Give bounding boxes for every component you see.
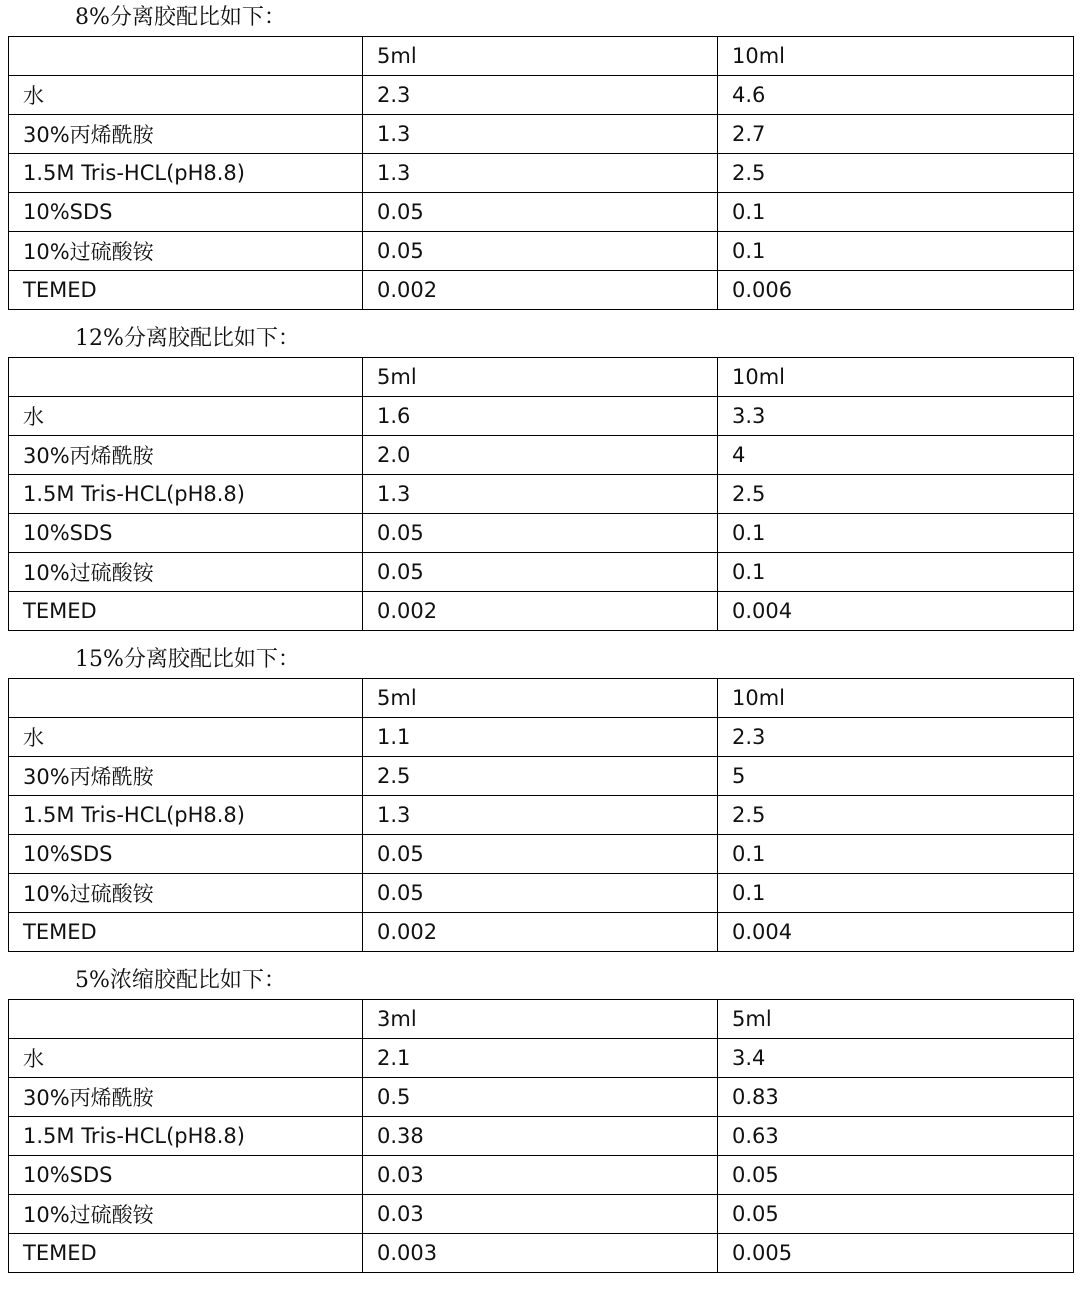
table-row (9, 553, 1074, 592)
value-cell: 2.3 (718, 718, 1074, 757)
recipe-table (8, 678, 1074, 952)
reagent-cell: 水 (9, 397, 363, 436)
value-cell: 2.5 (718, 154, 1074, 193)
value-cell: 0.003 (363, 1234, 718, 1273)
reagent-cell: 10%SDS (9, 1156, 363, 1195)
recipe-table (8, 999, 1074, 1273)
value-cell: 0.002 (363, 271, 718, 310)
value-cell: 0.004 (718, 592, 1074, 631)
value-cell: 1.1 (363, 718, 718, 757)
header-cell-volume-1: 5ml (363, 37, 718, 76)
reagent-cell: 10%过硫酸铵 (9, 553, 363, 592)
table-row (9, 592, 1074, 631)
table-row (9, 1234, 1074, 1273)
table-row (9, 475, 1074, 514)
value-cell: 2.1 (363, 1039, 718, 1078)
header-cell-volume-2: 10ml (718, 37, 1074, 76)
reagent-cell: 1.5M Tris-HCL(pH8.8) (9, 796, 363, 835)
value-cell: 2.0 (363, 436, 718, 475)
value-cell: 1.6 (363, 397, 718, 436)
recipe-table (8, 357, 1074, 631)
reagent-cell: TEMED (9, 1234, 363, 1273)
reagent-cell: 10%过硫酸铵 (9, 1195, 363, 1234)
table-row (9, 835, 1074, 874)
table-row (9, 154, 1074, 193)
reagent-cell: 水 (9, 76, 363, 115)
section-caption: 12%分离胶配比如下： (75, 326, 300, 351)
reagent-cell: 10%SDS (9, 835, 363, 874)
value-cell: 0.004 (718, 913, 1074, 952)
header-cell-empty (9, 679, 363, 718)
value-cell: 0.05 (363, 874, 718, 913)
table-row (9, 718, 1074, 757)
reagent-cell: 1.5M Tris-HCL(pH8.8) (9, 154, 363, 193)
recipe-table (8, 36, 1074, 310)
reagent-cell: 10%SDS (9, 514, 363, 553)
reagent-cell: 1.5M Tris-HCL(pH8.8) (9, 1117, 363, 1156)
reagent-cell: 30%丙烯酰胺 (9, 115, 363, 154)
reagent-cell: 30%丙烯酰胺 (9, 1078, 363, 1117)
value-cell: 2.3 (363, 76, 718, 115)
value-cell: 1.3 (363, 154, 718, 193)
table-header-row (9, 37, 1074, 76)
reagent-cell: TEMED (9, 271, 363, 310)
table-row (9, 1117, 1074, 1156)
value-cell: 0.1 (718, 874, 1074, 913)
value-cell: 0.005 (718, 1234, 1074, 1273)
section-caption: 15%分离胶配比如下： (75, 647, 300, 672)
value-cell: 0.83 (718, 1078, 1074, 1117)
value-cell: 0.1 (718, 193, 1074, 232)
reagent-cell: 10%过硫酸铵 (9, 232, 363, 271)
table-row (9, 514, 1074, 553)
value-cell: 0.1 (718, 553, 1074, 592)
header-cell-volume-2: 10ml (718, 358, 1074, 397)
value-cell: 4.6 (718, 76, 1074, 115)
table-row (9, 436, 1074, 475)
value-cell: 0.05 (363, 232, 718, 271)
value-cell: 0.05 (718, 1156, 1074, 1195)
table-row (9, 1195, 1074, 1234)
header-cell-empty (9, 37, 363, 76)
header-cell-volume-1: 5ml (363, 358, 718, 397)
value-cell: 3.3 (718, 397, 1074, 436)
header-cell-volume-2: 5ml (718, 1000, 1074, 1039)
reagent-cell: 10%SDS (9, 193, 363, 232)
header-cell-volume-1: 5ml (363, 679, 718, 718)
reagent-cell: TEMED (9, 913, 363, 952)
table-row (9, 874, 1074, 913)
reagent-cell: 水 (9, 1039, 363, 1078)
reagent-cell: TEMED (9, 592, 363, 631)
value-cell: 0.1 (718, 232, 1074, 271)
value-cell: 4 (718, 436, 1074, 475)
value-cell: 0.05 (363, 553, 718, 592)
value-cell: 2.5 (718, 475, 1074, 514)
reagent-cell: 水 (9, 718, 363, 757)
reagent-cell: 30%丙烯酰胺 (9, 757, 363, 796)
table-row (9, 76, 1074, 115)
value-cell: 0.1 (718, 835, 1074, 874)
reagent-cell: 1.5M Tris-HCL(pH8.8) (9, 475, 363, 514)
table-row (9, 271, 1074, 310)
reagent-cell: 30%丙烯酰胺 (9, 436, 363, 475)
value-cell: 3.4 (718, 1039, 1074, 1078)
value-cell: 0.03 (363, 1195, 718, 1234)
value-cell: 1.3 (363, 796, 718, 835)
value-cell: 0.006 (718, 271, 1074, 310)
value-cell: 0.05 (363, 193, 718, 232)
value-cell: 5 (718, 757, 1074, 796)
table-header-row (9, 358, 1074, 397)
section-caption: 8%分离胶配比如下： (75, 5, 286, 30)
table-row (9, 115, 1074, 154)
table-row (9, 796, 1074, 835)
table-row (9, 1156, 1074, 1195)
table-row (9, 1078, 1074, 1117)
value-cell: 2.5 (718, 796, 1074, 835)
table-row (9, 232, 1074, 271)
header-cell-empty (9, 358, 363, 397)
value-cell: 0.1 (718, 514, 1074, 553)
value-cell: 0.38 (363, 1117, 718, 1156)
value-cell: 0.05 (363, 835, 718, 874)
table-row (9, 913, 1074, 952)
section-caption: 5%浓缩胶配比如下： (75, 968, 286, 993)
header-cell-volume-2: 10ml (718, 679, 1074, 718)
header-cell-volume-1: 3ml (363, 1000, 718, 1039)
table-header-row (9, 1000, 1074, 1039)
table-row (9, 193, 1074, 232)
value-cell: 0.5 (363, 1078, 718, 1117)
value-cell: 1.3 (363, 475, 718, 514)
table-row (9, 1039, 1074, 1078)
value-cell: 1.3 (363, 115, 718, 154)
value-cell: 0.05 (718, 1195, 1074, 1234)
table-header-row (9, 679, 1074, 718)
value-cell: 0.63 (718, 1117, 1074, 1156)
value-cell: 0.002 (363, 592, 718, 631)
value-cell: 0.002 (363, 913, 718, 952)
value-cell: 0.03 (363, 1156, 718, 1195)
table-row (9, 757, 1074, 796)
table-row (9, 397, 1074, 436)
value-cell: 0.05 (363, 514, 718, 553)
value-cell: 2.5 (363, 757, 718, 796)
reagent-cell: 10%过硫酸铵 (9, 874, 363, 913)
header-cell-empty (9, 1000, 363, 1039)
value-cell: 2.7 (718, 115, 1074, 154)
